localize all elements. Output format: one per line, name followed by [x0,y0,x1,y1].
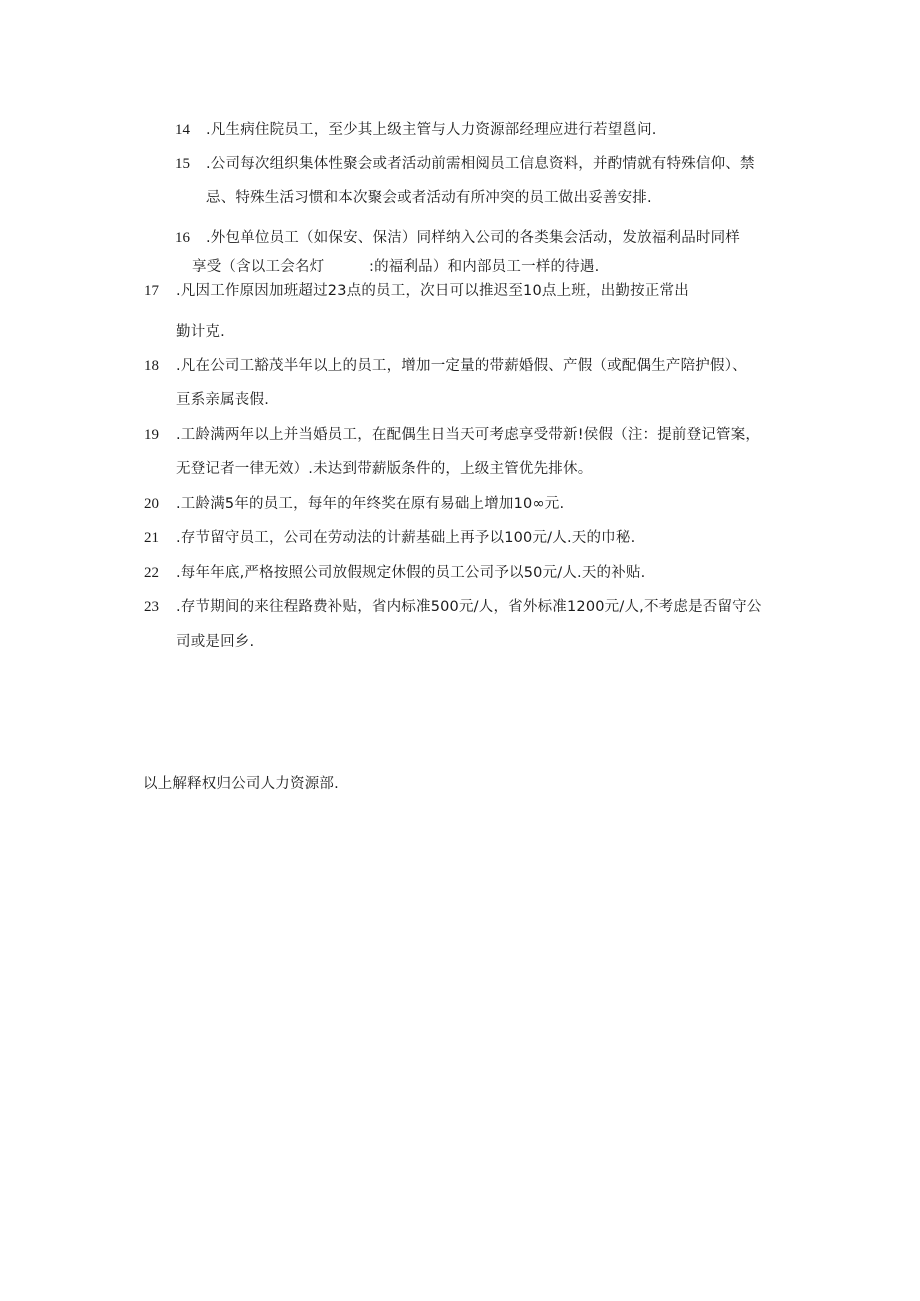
item-text: .工龄满两年以上并当婚员工，在配偶生日当天可考虑享受带新!侯假（注：提前登记管案， [176,427,761,443]
item-text: .存节期间的来往程路费补贴，省内标准500元/人，省外标准1200元/人,不考虑是否留守公 [176,599,762,615]
item-number: 14 [175,122,190,138]
item-text: .外包单位员工（如保安、保洁）同样纳入公司的各类集会活动，发放福利品时同样 [206,230,741,246]
footer-note: 以上解释权归公司人力资源部. [143,776,339,792]
item-number: 16 [175,230,190,246]
item-text: .凡生病住院员工，至少其上级主管与人力资源部经理应进行若望邕问. [206,122,657,138]
item-number: 18 [144,358,159,374]
item-number: 19 [144,427,159,443]
item-number: 23 [144,599,159,615]
item-text: .凡因工作原因加班超过23点的员工，次日可以推迟至10点上班，出勤按正常出 [176,283,689,299]
item-number: 22 [144,565,159,581]
item-text: .存节留守员工，公司在劳动法的计薪基础上再予以100元/人.天的巾秘. [176,530,636,546]
item-number: 15 [175,156,190,172]
item-text-continued: 享受（含以工会名灯 [192,259,325,275]
item-text: .每年年底,严格按照公司放假规定休假的员工公司予以50元/人.天的补贴. [176,565,646,581]
item-text-continued: :的福利品）和内部员工一样的待遇. [369,259,600,275]
item-text: .工龄满5年的员工，每年的年终奖在原有易础上增加10∞元. [176,496,565,512]
item-text-continued: 无登记者一律无效）.未达到带薪版条件的，上级主管优先排休。 [176,461,593,477]
item-number: 20 [144,496,159,512]
item-text-continued: 亘系亲属丧假. [176,392,270,408]
item-text: .公司每次组织集体性聚会或者活动前需相阅员工信息资料，并酌情就有特殊信仰、禁 [206,156,755,172]
item-number: 17 [144,283,159,299]
item-number: 21 [144,530,159,546]
item-text-continued: 忌、特殊生活习惯和本次聚会或者活动有所冲突的员工做出妥善安排. [206,190,652,206]
item-text-continued: 司或是回乡. [176,634,255,650]
item-text-continued: 勤计克. [176,324,225,340]
item-text: .凡在公司工豁茂半年以上的员工，增加一定量的带薪婚假、产假（或配偶生产陪护假）、 [176,358,747,374]
